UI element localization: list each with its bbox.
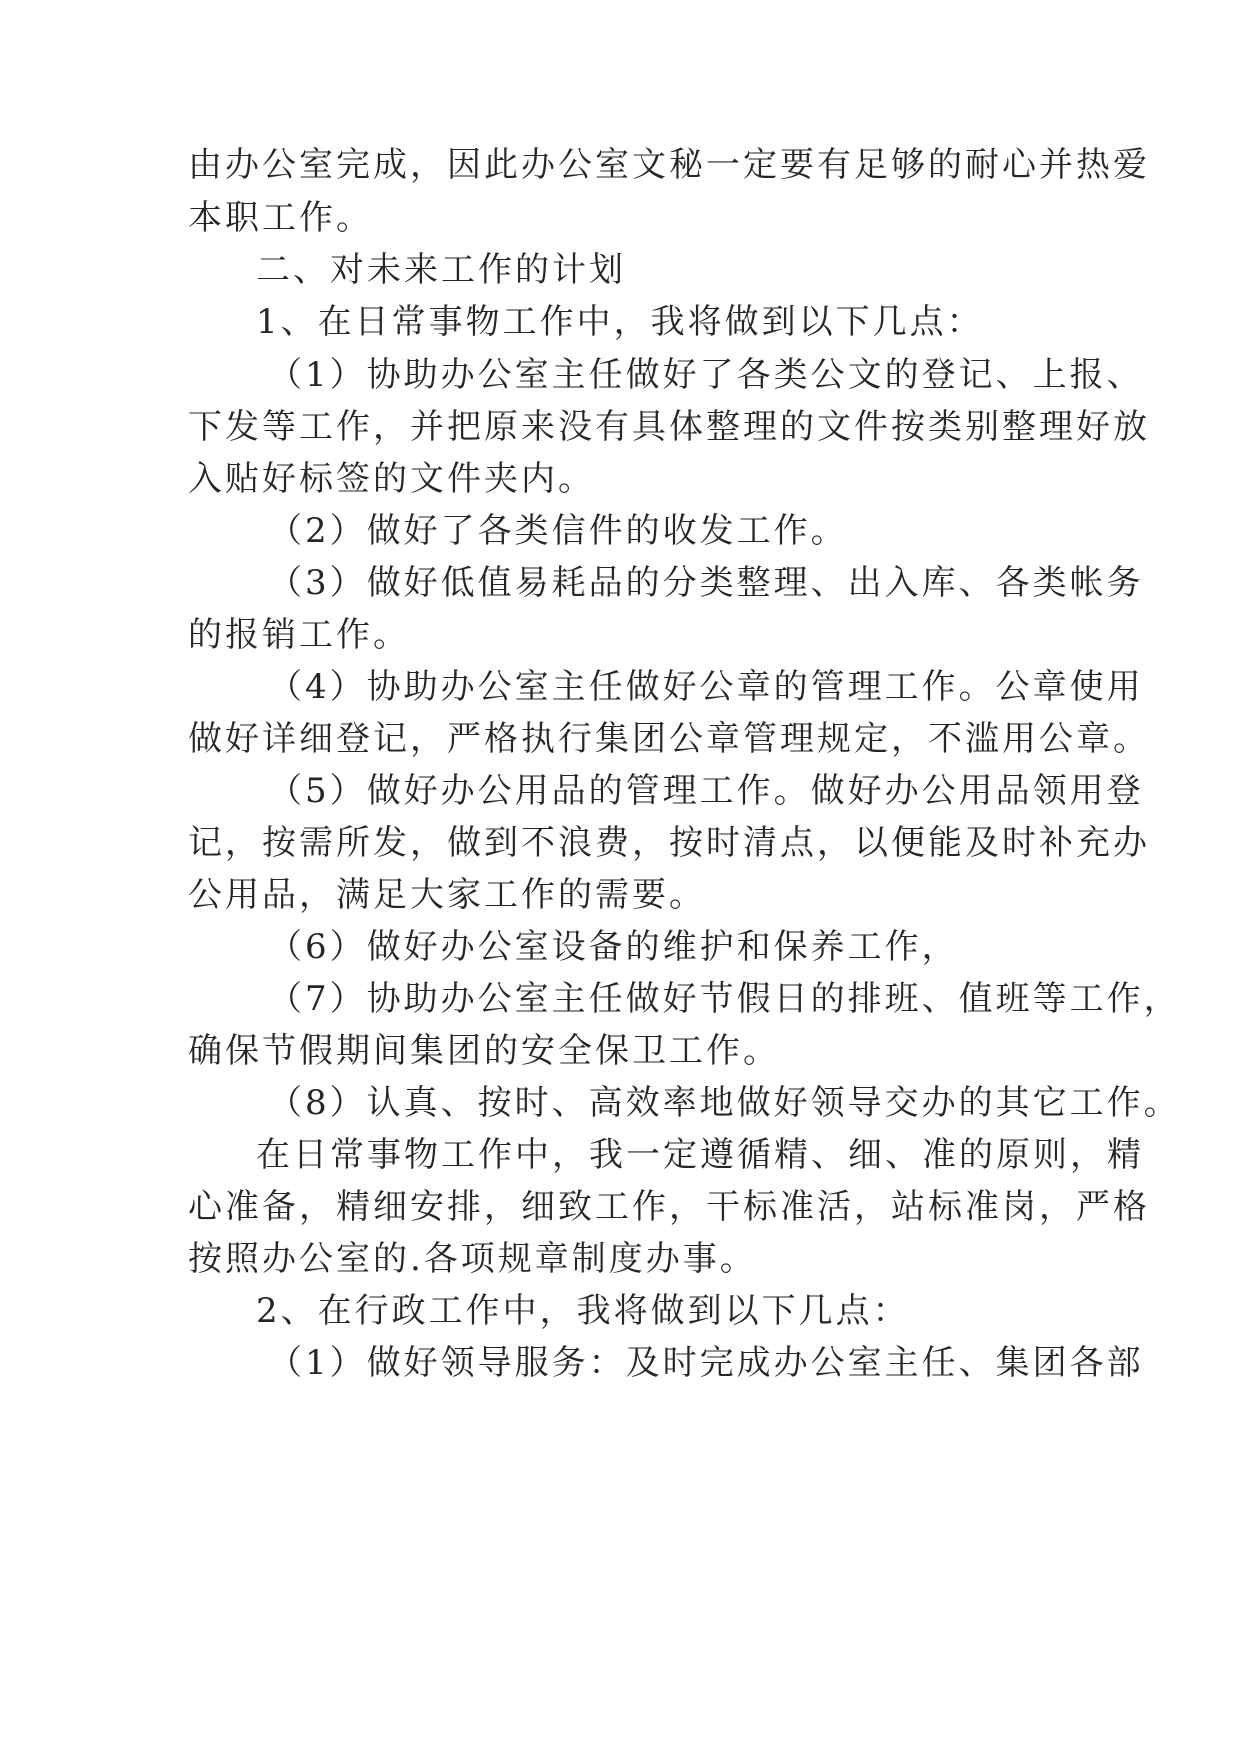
section-heading: 二、对未来工作的计划 <box>256 250 626 290</box>
list-item: （6）做好办公室设备的维护和保养工作， <box>268 927 959 967</box>
subsection-heading: 1、在日常事物工作中，我将做到以下几点： <box>256 302 984 342</box>
body-text-line: 下发等工作，并把原来没有具体整理的文件按类别整理好放 <box>188 407 1150 447</box>
body-text-line: 在日常事物工作中，我一定遵循精、细、准的原则，精 <box>256 1135 1144 1175</box>
list-item: （1）协助办公室主任做好了各类公文的登记、上报、 <box>268 355 1144 395</box>
body-text-line: 做好详细登记，严格执行集团公章管理规定，不滥用公章。 <box>188 719 1150 759</box>
body-text-line: 心准备，精细安排，细致工作，干标准活，站标准岗，严格 <box>188 1187 1150 1227</box>
body-text-line: 入贴好标签的文件夹内。 <box>188 459 595 499</box>
list-item: （4）协助办公室主任做好公章的管理工作。公章使用 <box>268 667 1144 707</box>
body-text-line: 确保节假期间集团的安全保卫工作。 <box>188 1031 780 1071</box>
body-text-line: 的报销工作。 <box>188 615 410 655</box>
body-text-line: 记，按需所发，做到不浪费，按时清点，以便能及时补充办 <box>188 823 1150 863</box>
subsection-heading: 2、在行政工作中，我将做到以下几点： <box>256 1291 910 1331</box>
body-text-line: 由办公室完成，因此办公室文秘一定要有足够的耐心并热爱 <box>188 145 1150 185</box>
body-text-line: 公用品，满足大家工作的需要。 <box>188 875 706 915</box>
list-item: （3）做好低值易耗品的分类整理、出入库、各类帐务 <box>268 563 1144 603</box>
list-item: （1）做好领导服务：及时完成办公室主任、集团各部 <box>268 1343 1144 1383</box>
body-text-line: 按照办公室的.各项规章制度办事。 <box>188 1239 757 1279</box>
list-item: （8）认真、按时、高效率地做好领导交办的其它工作。 <box>268 1083 1181 1123</box>
list-item: （5）做好办公用品的管理工作。做好办公用品领用登 <box>268 771 1144 811</box>
body-text-line: 本职工作。 <box>188 198 373 238</box>
list-item: （7）协助办公室主任做好节假日的排班、值班等工作， <box>268 979 1181 1019</box>
list-item: （2）做好了各类信件的收发工作。 <box>268 511 848 551</box>
